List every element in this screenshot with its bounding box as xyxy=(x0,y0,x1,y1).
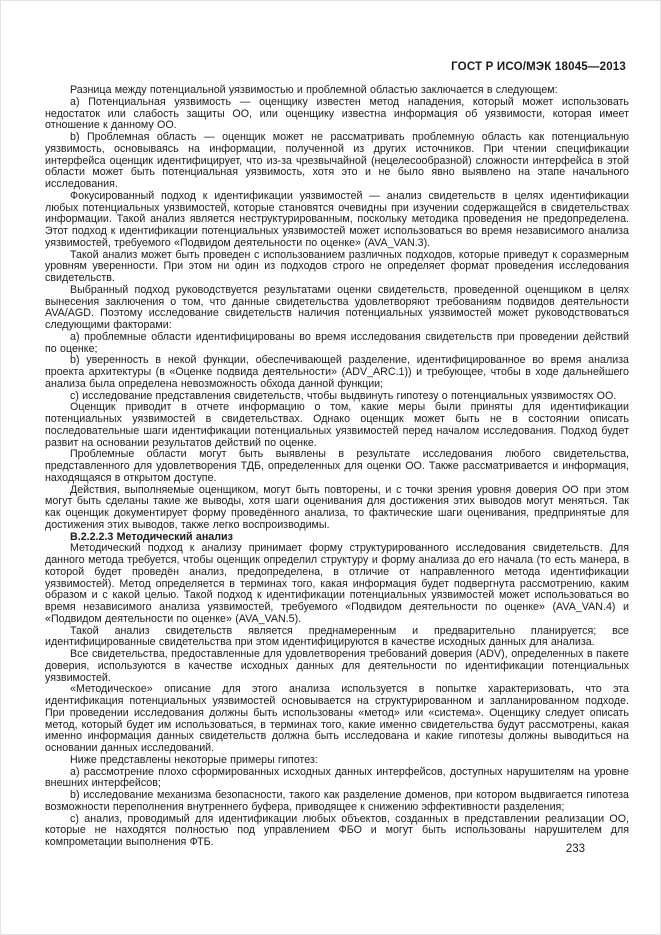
paragraph: b) исследование механизма безопасности, такого как разделение доменов, при котором выдвигается гипотеза возможности переполнения внутреннего буфера, приводящее к снижению эффективности разделения; xyxy=(45,789,629,813)
paragraph: а) проблемные области идентифицированы во время исследования свидетельств при проведении действий по оценке; xyxy=(45,330,629,355)
paragraph: Все свидетельства, предоставленные для удовлетворения требований доверия (ADV), определенных в пакете доверия, используются в качестве исходных данных для деятельности по идентификации потенциальных уязвимостей. xyxy=(45,648,629,684)
paragraph: Оценщик приводит в отчете информацию о том, какие меры были приняты для идентификации потенциальных уязвимостей в свидетельствах. Однако оценщик может быть не в состоянии описать последовательные шаги идентификации потенциальных уязвимостей перед началом исследования. Подход будет развит на основании результатов действий по оценке. xyxy=(45,401,629,449)
paragraph: Ниже представлены некоторые примеры гипотез: xyxy=(70,753,318,766)
running-header: ГОСТ Р ИСО/МЭК 18045—2013 xyxy=(451,61,626,73)
paragraph: Методический подход к анализу принимает форму структурированного исследования свидетельств. Для данного метода требуется, чтобы оценщик определил структуру и форму анализа до его начала (то есть манера, в которой будет проведён анализ, предопределена, в отличие от направленного метода идентификации уязвимостей). Метод определяется в терминах того, какая информация будет подвергнута рассмотрению, каким образом и с какой целью. Такой подход к идентификации потенциальных уязвимостей может использоваться во время независимого анализа уязвимостей, требуемого «Подвидом деятельности по оценке» (AVA_VAN.4) и «Подвидом деятельности по оценке» (AVA_VAN.5). xyxy=(45,542,629,625)
paragraph: b) Проблемная область — оценщик может не рассматривать проблемную область как потенциальную уязвимость, основываясь на информации, полученной из других источников. При чтении спецификации интерфейса оценщик идентифицирует, что из-за чрезвычайной (нецелесообразной) сложности интерфейса в этой области может быть потенциальная уязвимость, хотя это и не было явно выявлено на этапе начального исследования. xyxy=(45,131,629,190)
paragraph: b) уверенность в некой функции, обеспечивающей разделение, идентифицированное во время анализа проекта архитектуры (в «Оценке подвида деятельности» (ADV_ARC.1)) и требующее, чтобы в ходе дальнейшего анализа была определена невозможность обхода данной функции; xyxy=(45,354,629,390)
paragraph: а) рассмотрение плохо сформированных исходных данных интерфейсов, доступных нарушителям на уровне внешних интерфейсов; xyxy=(45,765,629,790)
paragraph: с) исследование представления свидетельств, чтобы выдвинуть гипотезу о потенциальных уязвимостях ОО. xyxy=(70,389,617,402)
page-number: 233 xyxy=(565,843,585,855)
paragraph: Такой анализ свидетельств является преднамеренным и предварительно планируется; все идентифицированные свидетельства при этом идентифицируются в качестве исходных данных для анализа. xyxy=(45,624,629,649)
paragraph: Действия, выполняемые оценщиком, могут быть повторены, и с точки зрения уровня доверия ОО при этом могут быть сделаны такие же выводы, хотя шаги оценивания для достижения этих выводов могут меняться. Так как оценщик документирует форму проведённого анализа, то фактические шаги оценивания, предпринятые для достижения этих выводов, также легко воспроизводимы. xyxy=(45,483,629,531)
paragraph: Фокусированный подход к идентификации уязвимостей — анализ свидетельств в целях идентификации любых потенциальных уязвимостей, которые становятся очевидны при изучении содержащейся в свидетельствах информации. Такой анализ является неструктурированным, поскольку методика проведения не предопределена. Этот подход к идентификации потенциальных уязвимостей может использоваться во время независимого анализа уязвимостей, требуемого «Подвидом деятельности по оценке» (AVA_VAN.3). xyxy=(45,189,629,249)
paragraph: Разница между потенциальной уязвимостью и проблемной областью заключается в следующем: xyxy=(70,84,558,96)
paragraph: «Методическое» описание для этого анализа используется в попытке характеризовать, что эта идентификация потенциальных уязвимостей основывается на структурированном и запланированном подходе. При проведении исследования должны быть использованы «метод» или «система». Оценщику следует описать метод, который будет им использоваться, в терминах того, какие именно свидетельства будут рассмотрены, какая именно информация данных свидетельств должна быть исследована и какие гипотезы должны выводиться на основании данных исследований. xyxy=(45,683,629,754)
section-heading: В.2.2.2.3 Методический анализ xyxy=(70,530,233,543)
paragraph: с) анализ, проводимый для идентификации любых объектов, созданных в представлении реализации ОО, которые не находятся полностью под управлением ФБО и могут быть использованы нарушителем для компрометации выполнения ФТБ. xyxy=(45,812,629,848)
paragraph: Выбранный подход руководствуется результатами оценки свидетельств, проведенной оценщиком в целях вынесения заключения о том, что данные свидетельства удовлетворяют требованиям подвидов деятельности AVA/AGD. Поэтому исследование свидетельств наличия потенциальных уязвимостей может руководствоваться следующими факторами: xyxy=(45,283,629,331)
document-body xyxy=(45,85,629,849)
paragraph: а) Потенциальная уязвимость — оценщику известен метод нападения, который может использовать недостаток или слабость защиты ОО, или оценщику известна информация об уязвимости, которая имеет отношение к данному ОО. xyxy=(45,95,629,132)
paragraph: Проблемные области могут быть выявлены в результате исследования любого свидетельства, представленного для удовлетворения ТДБ, определенных для оценки ОО. Также рассматривается и информация, находящаяся в открытом доступе. xyxy=(45,448,629,484)
paragraph: Такой анализ может быть проведен с использованием различных подходов, которые приведут к соразмерным уровням уверенности. При этом ни один из подходов строго не определяет формат проведения исследования свидетельств. xyxy=(45,248,629,284)
